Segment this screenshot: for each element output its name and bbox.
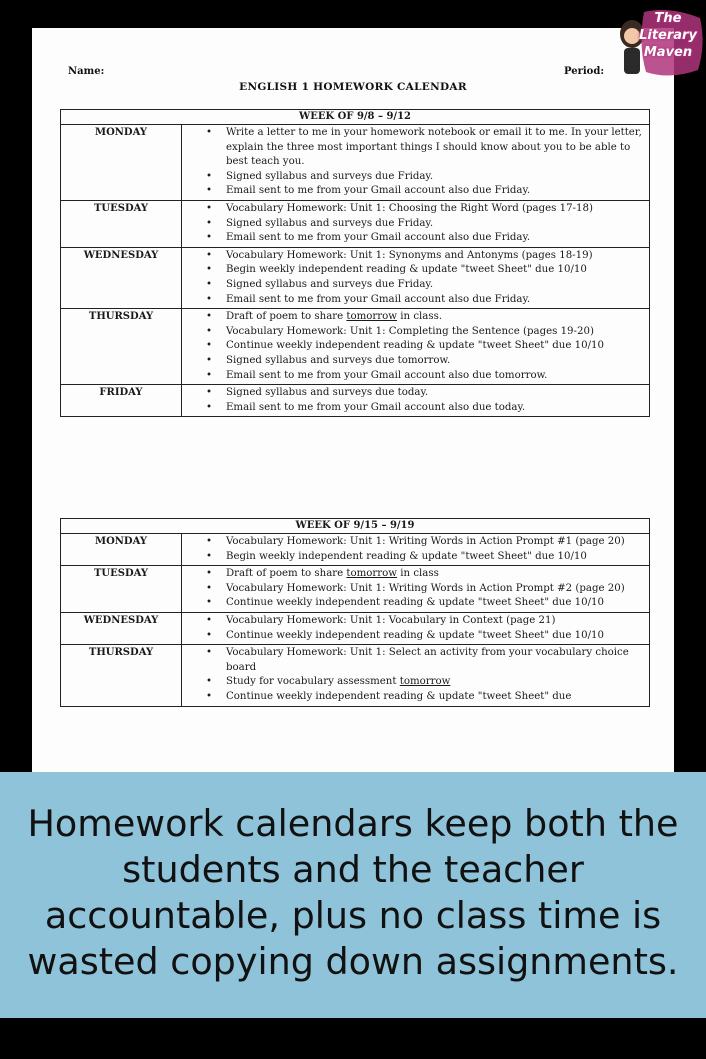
day-label: WEDNESDAY bbox=[61, 612, 182, 644]
day-label: FRIDAY bbox=[61, 385, 182, 417]
list-item: • Email sent to me from your Gmail account also due tomorrow. bbox=[226, 369, 643, 384]
table-row bbox=[61, 247, 650, 308]
list-item: • Study for vocabulary assessment tomorrow bbox=[226, 675, 643, 690]
list-item: • Vocabulary Homework: Unit 1: Completing the Sentence (pages 19-20) bbox=[226, 325, 643, 340]
caption-text: Homework calendars keep both the students and the teacher accountable, plus no class time is wasted copying down assignments. bbox=[27, 802, 679, 983]
homework-calendar-page bbox=[32, 28, 674, 788]
list-item: • Signed syllabus and surveys due Friday. bbox=[226, 217, 643, 232]
caption-banner bbox=[0, 772, 706, 1018]
list-item: • Begin weekly independent reading & update "tweet Sheet" due 10/10 bbox=[226, 263, 643, 278]
list-item: • Vocabulary Homework: Unit 1: Synonyms and Antonyms (pages 18-19) bbox=[226, 249, 643, 264]
list-item: • Signed syllabus and surveys due Friday. bbox=[226, 278, 643, 293]
table-row bbox=[61, 200, 650, 247]
week-header: WEEK OF 9/8 – 9/12 bbox=[61, 110, 650, 125]
table-row bbox=[61, 309, 650, 385]
document-title: ENGLISH 1 HOMEWORK CALENDAR bbox=[239, 81, 467, 93]
list-item: • Signed syllabus and surveys due tomorrow. bbox=[226, 354, 643, 369]
list-item: • Signed syllabus and surveys due Friday. bbox=[226, 170, 643, 185]
table-row bbox=[61, 125, 650, 201]
logo-text: The Literary Maven bbox=[639, 11, 697, 60]
week-header: WEEK OF 9/15 – 9/19 bbox=[61, 519, 650, 534]
list-item: • Continue weekly independent reading & update "tweet Sheet" due 10/10 bbox=[226, 596, 643, 611]
table-row bbox=[61, 566, 650, 613]
list-item: • Draft of poem to share tomorrow in class. bbox=[226, 310, 643, 325]
list-item: • Vocabulary Homework: Unit 1: Writing Words in Action Prompt #2 (page 20) bbox=[226, 582, 643, 597]
list-item: • Continue weekly independent reading & update "tweet Sheet" due 10/10 bbox=[226, 339, 643, 354]
list-item: • Continue weekly independent reading & update "tweet Sheet" due 10/10 bbox=[226, 629, 643, 644]
list-item: • Vocabulary Homework: Unit 1: Vocabulary in Context (page 21) bbox=[226, 614, 643, 629]
list-item: • Begin weekly independent reading & update "tweet Sheet" due 10/10 bbox=[226, 550, 643, 565]
table-row bbox=[61, 612, 650, 644]
table-row bbox=[61, 385, 650, 417]
day-label: MONDAY bbox=[61, 125, 182, 201]
list-item: • Vocabulary Homework: Unit 1: Select an activity from your vocabulary choice board bbox=[226, 646, 643, 675]
day-label: MONDAY bbox=[61, 534, 182, 566]
list-item: • Continue weekly independent reading & update "tweet Sheet" due bbox=[226, 690, 643, 705]
period-label: Period: bbox=[564, 66, 605, 77]
day-label: THURSDAY bbox=[61, 645, 182, 706]
list-item: • Email sent to me from your Gmail account also due today. bbox=[226, 401, 643, 416]
list-item: • Email sent to me from your Gmail account also due Friday. bbox=[226, 231, 643, 246]
table-row bbox=[61, 645, 650, 706]
week-table-1 bbox=[60, 109, 650, 417]
list-item: • Vocabulary Homework: Unit 1: Writing Words in Action Prompt #1 (page 20) bbox=[226, 535, 643, 550]
day-label: WEDNESDAY bbox=[61, 247, 182, 308]
list-item: • Draft of poem to share tomorrow in class bbox=[226, 567, 643, 582]
list-item: • Write a letter to me in your homework notebook or email it to me. In your letter, explain the three most important things I should know about you to be able to best teach you. bbox=[226, 126, 643, 170]
list-item: • Email sent to me from your Gmail account also due Friday. bbox=[226, 293, 643, 308]
day-label: THURSDAY bbox=[61, 309, 182, 385]
day-label: TUESDAY bbox=[61, 566, 182, 613]
week-table-2 bbox=[60, 518, 650, 707]
name-label: Name: bbox=[68, 66, 105, 77]
table-row bbox=[61, 534, 650, 566]
day-label: TUESDAY bbox=[61, 200, 182, 247]
list-item: • Email sent to me from your Gmail account also due Friday. bbox=[226, 184, 643, 199]
list-item: • Signed syllabus and surveys due today. bbox=[226, 386, 643, 401]
list-item: • Vocabulary Homework: Unit 1: Choosing the Right Word (pages 17-18) bbox=[226, 202, 643, 217]
